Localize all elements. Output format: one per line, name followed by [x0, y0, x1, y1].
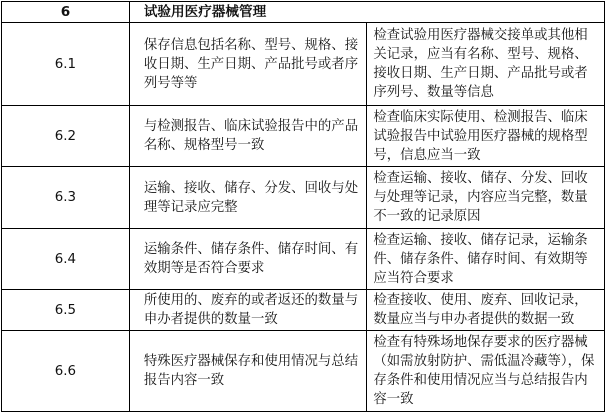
inspection-table	[1, 1, 605, 412]
table-row	[2, 331, 605, 412]
row-number: 6.2	[2, 106, 130, 167]
inspection-item: 运输、接收、储存、分发、回收与处理等记录应完整	[129, 167, 367, 229]
row-number: 6.3	[2, 167, 130, 229]
inspection-item: 运输条件、储存条件、储存时间、有效期等是否符合要求	[129, 229, 367, 290]
section-title: 试验用医疗器械管理	[129, 2, 604, 23]
inspection-method: 检查接收、使用、废弃、回收记录，数量应当与申办者提供的数据一致	[367, 290, 605, 331]
row-number: 6.4	[2, 229, 130, 290]
inspection-method: 检查运输、接收、储存记录，运输条件、储存条件、储存时间、有效期等应当符合要求	[367, 229, 605, 290]
table-row	[2, 229, 605, 290]
table-row	[2, 23, 605, 106]
row-number: 6.6	[2, 331, 130, 412]
section-number: 6	[2, 2, 130, 23]
row-number: 6.5	[2, 290, 130, 331]
table-row	[2, 106, 605, 167]
table-row	[2, 290, 605, 331]
section-header-row	[2, 2, 605, 23]
inspection-method: 检查运输、接收、储存、分发、回收与处理等记录，内容应当完整，数量不一致的记录原因	[367, 167, 605, 229]
inspection-item: 特殊医疗器械保存和使用情况与总结报告内容一致	[129, 331, 367, 412]
table-row	[2, 167, 605, 229]
inspection-method: 检查试验用医疗器械交接单或其他相关记录，应当有名称、型号、规格、接收日期、生产日期、产品批号或者序列号、数量等信息	[367, 23, 605, 106]
inspection-item: 与检测报告、临床试验报告中的产品名称、规格型号一致	[129, 106, 367, 167]
inspection-item: 所使用的、废弃的或者返还的数量与申办者提供的数量一致	[129, 290, 367, 331]
inspection-item: 保存信息包括名称、型号、规格、接收日期、生产日期、产品批号或者序列号等等	[129, 23, 367, 106]
row-number: 6.1	[2, 23, 130, 106]
inspection-method: 检查临床实际使用、检测报告、临床试验报告中试验用医疗器械的规格型号，信息应当一致	[367, 106, 605, 167]
inspection-method: 检查有特殊场地保存要求的医疗器械（如需放射防护、需低温冷藏等），保存条件和使用情况应当与总结报告内容一致	[367, 331, 605, 412]
